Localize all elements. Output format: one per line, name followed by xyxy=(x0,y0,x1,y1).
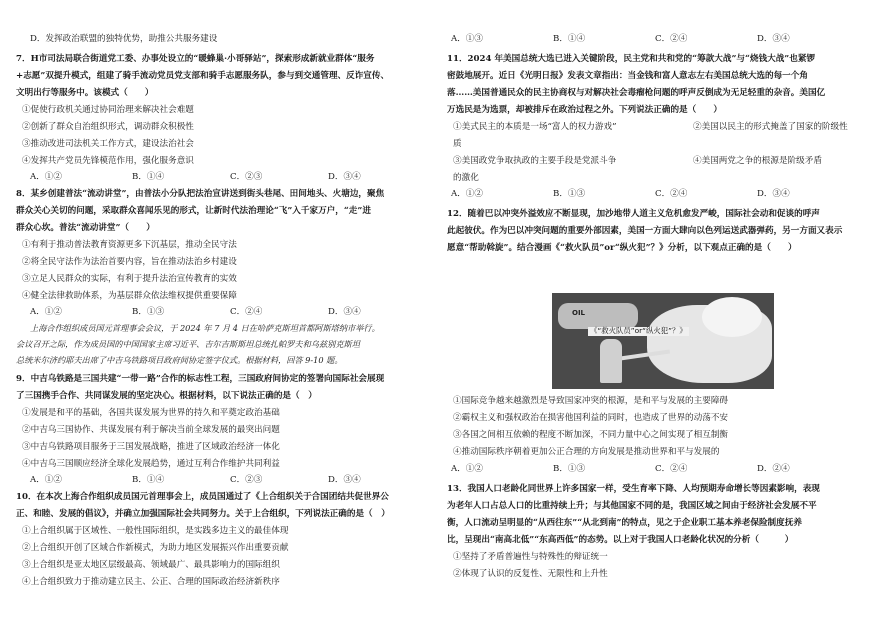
q7-choice-c[interactable]: C．②③ xyxy=(230,172,263,182)
q11-item-3: ③美国政党争取执政的主要手段是党派斗争 xyxy=(453,156,617,166)
q8-item-3: ③立足人民群众的实际，有利于提升法治宣传教育的实效 xyxy=(22,274,237,284)
q8-line-2: 群众关心关切的问题，采取群众喜闻乐见的形式，让新时代法治理论“飞”入千家万户，“走”进 xyxy=(16,206,371,216)
q9-line-2: 了三国携手合作、共同谋发展的坚定决心。根据材料，以下说法正确的是（ ） xyxy=(16,391,317,401)
q13-line-1: 13．我国人口老龄化同世界上许多国家一样，受生育率下降、人均预期寿命增长等因素影响，表现 xyxy=(447,484,820,494)
q10-choice-a[interactable]: A．①③ xyxy=(451,34,483,44)
q13-line-4: 比，呈现出“南高北低”“东高西低”的态势。以上对于我国人口老龄化状况的分析（ ） xyxy=(447,535,794,545)
q9-choice-c[interactable]: C．②③ xyxy=(230,475,263,485)
q7-line-3: 文明出行等服务中。该模式（ ） xyxy=(16,88,154,98)
q13-item-2: ②体现了认识的反复性、无限性和上升性 xyxy=(453,569,608,579)
q8-choice-d[interactable]: D．③④ xyxy=(328,307,361,317)
q10-item-2: ②上合组织开创了区域合作新模式，为助力地区发展振兴作出重要贡献 xyxy=(22,543,289,553)
q9-item-1: ①发展是和平的基础，各国共谋发展为世界的持久和平奠定政治基础 xyxy=(22,408,280,418)
q9-item-2: ②中吉乌三国协作、共谋发展有利于解决当前全球发展的最突出问题 xyxy=(22,425,280,435)
q7-line-1: 7．H市司法局联合街道党工委、办事处设立的“暖蜂巢·小哥驿站”，探索形成新就业群体“服务 xyxy=(16,54,375,64)
q12-choice-b[interactable]: B．①③ xyxy=(553,464,586,474)
q9-choice-b[interactable]: B．①④ xyxy=(132,475,165,485)
q10-line-1: 10．在本次上海合作组织成员国元首理事会上，成员国通过了《上合组织关于合国团结共促世界公 xyxy=(16,492,389,502)
q8-item-4: ④健全法律救助体系，为基层群众依法维权提供重要保障 xyxy=(22,291,237,301)
q11-line-2: 密鼓地展开。近日《光明日报》发表文章指出：当金钱和富人意志左右美国总统大选的每一个角 xyxy=(447,71,808,81)
q11-item-4-cont: 的激化 xyxy=(453,173,479,183)
q11-item-2-cont: 质 xyxy=(453,139,462,149)
q11-choice-a[interactable]: A．①② xyxy=(451,189,483,199)
q10-choice-c[interactable]: C．②④ xyxy=(655,34,688,44)
q12-choice-a[interactable]: A．①② xyxy=(451,464,483,474)
q12-line-3: 愿意“帮助斡旋”。结合漫画《“救火队员”or“纵火犯”？》分析，以下观点正确的是（ ） xyxy=(447,243,797,253)
q8-line-1: 8．某乡创建普法“流动讲堂”，由普法小分队把法治宣讲送到街头巷尾、田间地头、火塘边，聚焦 xyxy=(16,189,385,199)
q11-choice-d[interactable]: D．③④ xyxy=(757,189,790,199)
q12-choice-d[interactable]: D．②④ xyxy=(757,464,790,474)
q8-item-2: ②将全民守法作为法治首要内容，旨在推动法治乡村建设 xyxy=(22,257,237,267)
oil-label: OIL xyxy=(572,309,586,317)
q8-item-1: ①有利于推动普法教育资源更多下沉基层，推动全民守法 xyxy=(22,240,237,250)
q10-choice-b[interactable]: B．①④ xyxy=(553,34,586,44)
q11-line-4: 万选民是为选票，却被排斥在政治过程之外。下列说法正确的是（ ） xyxy=(447,105,723,115)
material-line-3: 总统米尔济约耶夫出席了中吉乌铁路项目政府间协定签字仪式。根据材料，回答 9-10 题。 xyxy=(16,355,343,365)
q11-choice-b[interactable]: B．①③ xyxy=(553,189,586,199)
q12-item-1: ①国际竞争越来越激烈是导致国家冲突的根源，是和平与发展的主要障碍 xyxy=(453,396,729,406)
q12-item-2: ②霸权主义和强权政治在损害他国利益的同时，也造成了世界的动荡不安 xyxy=(453,413,729,423)
q13-item-1: ①坚持了矛盾普遍性与特殊性的辩证统一 xyxy=(453,552,608,562)
cartoon-image xyxy=(552,293,774,389)
q12-item-4: ④推动国际秩序朝着更加公正合理的方向发展是推动世界和平与发展的 xyxy=(453,447,720,457)
q10-item-1: ①上合组织属于区域性、一般性国际组织，是实践多边主义的最佳体现 xyxy=(22,526,289,536)
q7-item-1: ①促使行政机关通过协同治理来解决社会难题 xyxy=(22,105,194,115)
cartoon-caption: 《“救火队员”or“纵火犯”？》 xyxy=(590,326,687,335)
q7-choice-d[interactable]: D．③④ xyxy=(328,172,361,182)
q7-choice-a[interactable]: A．①② xyxy=(30,172,62,182)
q11-item-4: ④美国两党之争的根源是阶级矛盾 xyxy=(693,156,822,166)
q11-line-3: 落……美国普通民众的民主协商权与对解决社会毒瘤枪问题的呼声反倒成为无足轻重的杂音。美国亿 xyxy=(447,88,826,98)
q7-choice-b[interactable]: B．①④ xyxy=(132,172,165,182)
q8-choice-a[interactable]: A．①② xyxy=(30,307,62,317)
q10-item-3: ③上合组织是亚太地区层级最高、领域最广、最具影响力的国际组织 xyxy=(22,560,280,570)
q7-line-2: +志愿”双提升模式，组建了骑手流动党员党支部和骑手志愿服务队，参与到交通管理、反诈宣传、 xyxy=(16,71,390,81)
q10-line-2: 正、和睦、发展的倡议》，并确立加强国际社会共同努力。关于上合组织，下列说法正确的是（ ） xyxy=(16,509,390,519)
q11-item-1: ①美式民主的本质是一场“富人的权力游戏” xyxy=(453,122,617,132)
q9-line-1: 9．中吉乌铁路是三国共建“一带一路”合作的标志性工程，三国政府间协定的签署向国际社会展现 xyxy=(16,374,385,384)
q12-choice-c[interactable]: C．②④ xyxy=(655,464,688,474)
q12-line-1: 12．随着巴以冲突外溢效应不断显现，加沙地带人道主义危机愈发严峻，国际社会动和促谈的呼声 xyxy=(447,209,820,219)
fire-shape-2 xyxy=(702,297,762,337)
q11-item-2: ②美国以民主的形式掩盖了国家的阶级性 xyxy=(693,122,848,132)
firefighter-figure xyxy=(600,339,622,383)
option-d-prev-question: D．发挥政治联盟的独特优势，助推公共服务建设 xyxy=(30,34,218,44)
q8-choice-c[interactable]: C．②④ xyxy=(230,307,263,317)
q8-choice-b[interactable]: B．①③ xyxy=(132,307,165,317)
q12-line-2: 此起彼伏。作为巴以冲突问题的重要外部因素，美国一方面大肆向以色列运送武器弹药，另一方面又表示 xyxy=(447,226,843,236)
q12-item-3: ③各国之间相互依赖的程度不断加深，不同力量中心之间实现了相互制衡 xyxy=(453,430,729,440)
q11-line-1: 11．2024 年美国总统大选已进入关键阶段，民主党和共和党的“筹款大战”与“烧钱大战”也紧锣 xyxy=(447,54,816,64)
q9-item-3: ③中吉乌铁路项目服务于三国发展战略，推进了区域政治经济一体化 xyxy=(22,442,280,452)
q7-item-3: ③推动改进司法机关工作方式，建设法治社会 xyxy=(22,139,194,149)
material-line-1: 上海合作组织成员国元首理事会会议，于 2024 年 7 月 4 日在哈萨克斯坦首都阿斯塔纳市举行。 xyxy=(30,323,380,333)
q7-item-2: ②创新了群众自治组织形式，调动群众积极性 xyxy=(22,122,194,132)
q11-choice-c[interactable]: C．②④ xyxy=(655,189,688,199)
q9-choice-a[interactable]: A．①② xyxy=(30,475,62,485)
q9-choice-d[interactable]: D．③④ xyxy=(328,475,361,485)
q7-item-4: ④发挥共产党员先锋模范作用，强化服务意识 xyxy=(22,156,194,166)
q13-line-3: 衡，人口流动呈明显的“从西往东”“从北到南”的特点，见之于企业职工基本养老保险制度抚养 xyxy=(447,518,802,528)
q10-choice-d[interactable]: D．③④ xyxy=(757,34,790,44)
q10-item-4: ④上合组织致力于推动建立民主、公正、合理的国际政治经济新秩序 xyxy=(22,577,280,587)
material-line-2: 会议召开之际，作为成员国的中国国家主席习近平、吉尔吉斯斯坦总统扎帕罗夫和乌兹别克斯坦 xyxy=(16,339,360,349)
q9-item-4: ④中吉乌三国顺应经济全球化发展趋势，通过互利合作维护共同利益 xyxy=(22,459,280,469)
q8-line-3: 群众心坎。普法“流动讲堂”（ ） xyxy=(16,223,155,233)
q13-line-2: 为老年人口占总人口的比重持续上升；与其他国家不同的是，我国区域之间由于经济社会发展不平 xyxy=(447,501,817,511)
